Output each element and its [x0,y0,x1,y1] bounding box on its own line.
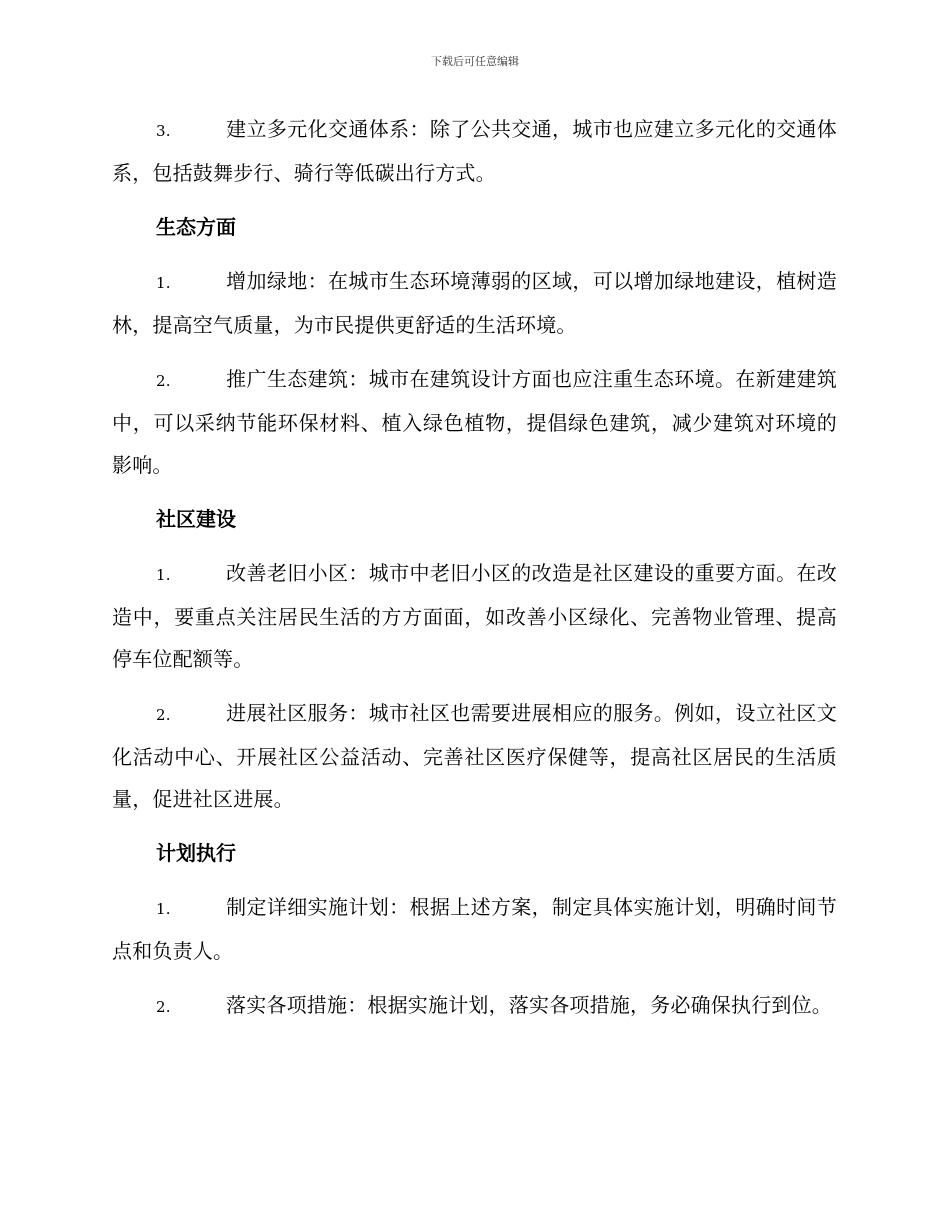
list-item-ecology-2 [112,358,837,486]
list-item-number: 1. [156,566,171,584]
list-item-ecology-1 [112,260,837,346]
page-header: 下载后可任意编辑 [431,55,519,68]
list-item-number: 2. [156,998,171,1016]
list-item-number: 1. [156,274,171,292]
list-item-text: 制定详细实施计划：根据上述方案，制定具体实施计划，明确时间节点和负责人。 [112,895,837,963]
list-item-number: 2. [156,372,171,390]
list-item-community-2 [112,692,837,820]
list-item-transport-3 [112,108,837,194]
list-item-plan-1 [112,886,837,972]
section-heading-plan: 计划执行 [156,841,236,865]
list-item-text: 建立多元化交通体系：除了公共交通，城市也应建立多元化的交通体系，包括鼓舞步行、骑行等低碳出行方式。 [112,117,837,185]
list-item-text: 推广生态建筑：城市在建筑设计方面也应注重生态环境。在新建建筑中，可以采纳节能环保材料、植入绿色植物，提倡绿色建筑，减少建筑对环境的影响。 [112,367,837,477]
list-item-text: 进展社区服务：城市社区也需要进展相应的服务。例如，设立社区文化活动中心、开展社区公益活动、完善社区医疗保健等，提高社区居民的生活质量，促进社区进展。 [112,701,837,811]
document-body [112,108,837,1040]
list-item-plan-2 [112,984,837,1028]
list-item-number: 1. [156,900,171,918]
list-item-text: 落实各项措施：根据实施计划，落实各项措施，务必确保执行到位。 [226,993,832,1017]
section-heading-ecology: 生态方面 [156,215,236,239]
list-item-number: 2. [156,706,171,724]
list-item-community-1 [112,552,837,680]
section-heading-community: 社区建设 [156,507,236,531]
list-item-number: 3. [156,122,171,140]
list-item-text: 增加绿地：在城市生态环境薄弱的区域，可以增加绿地建设，植树造林，提高空气质量，为市民提供更舒适的生活环境。 [112,269,837,337]
list-item-text: 改善老旧小区：城市中老旧小区的改造是社区建设的重要方面。在改造中，要重点关注居民生活的方方面面，如改善小区绿化、完善物业管理、提高停车位配额等。 [112,561,837,671]
